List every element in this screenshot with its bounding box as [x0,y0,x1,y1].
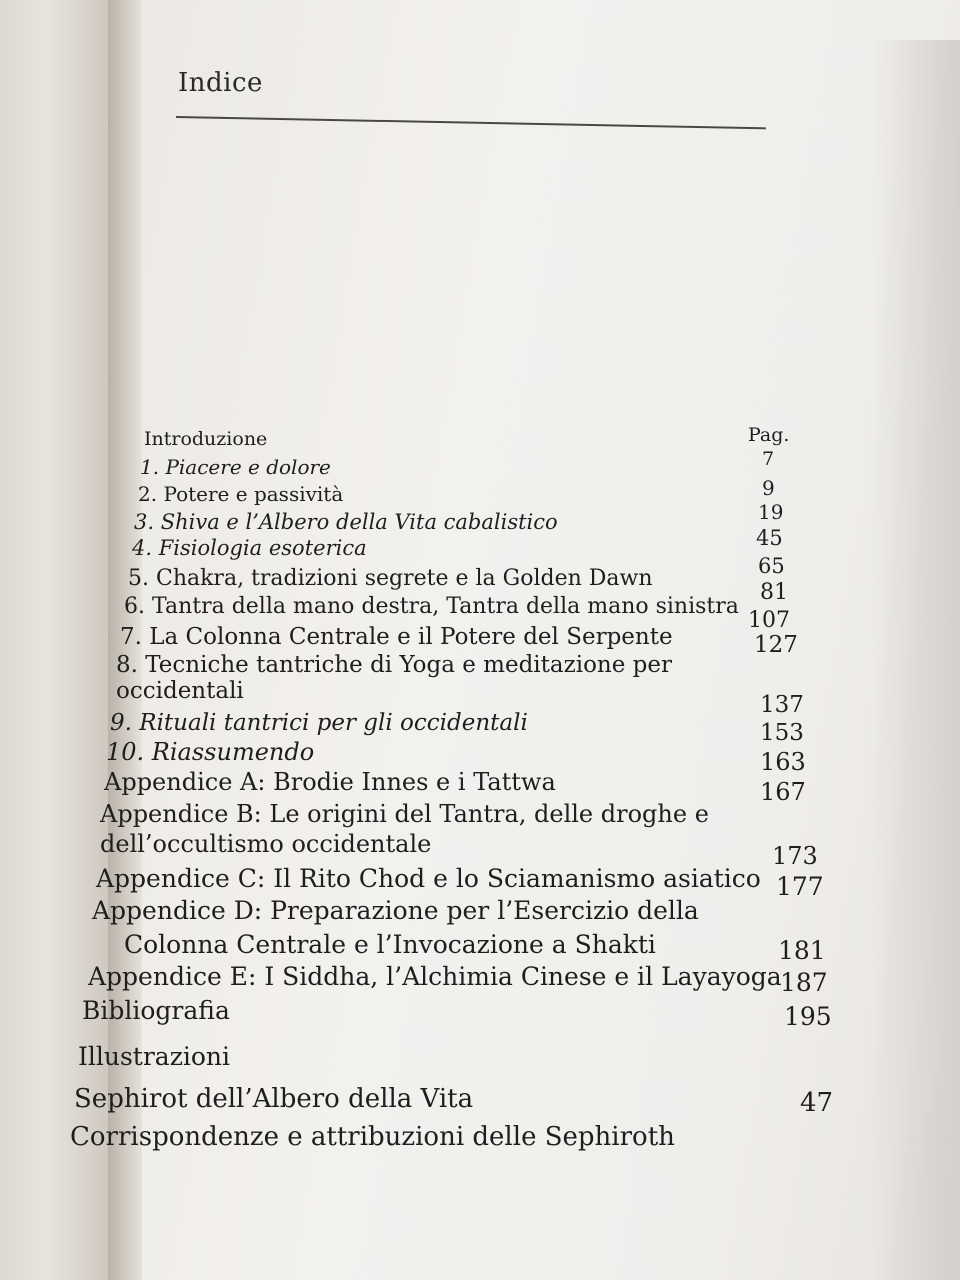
toc-entry-page-number: 9 [762,476,775,500]
toc-entry-page-number: 137 [760,692,804,718]
toc-entry-title: 9. Rituali tantrici per gli occidentali [110,710,528,736]
page-title: Indice [178,68,263,98]
toc-entry-page-number: 81 [760,580,788,605]
toc-entry-title: 10. Riassumendo [106,738,315,766]
toc-entry-page-number: 107 [748,608,790,633]
toc-entry-title: 6. Tantra della mano destra, Tantra della mano sinistra [124,594,739,619]
toc-entry-page-number: 187 [780,968,828,997]
toc-entry-title: Appendice A: Brodie Innes e i Tattwa [104,768,556,796]
toc-entry-title: Appendice C: Il Rito Chod e lo Sciamanismo asiatico [96,864,761,893]
illustration-entry-page-number: 47 [800,1088,834,1118]
toc-entry-title: Colonna Centrale e l’Invocazione a Shakti [124,930,656,959]
toc-entry-title: Appendice B: Le origini del Tantra, delle droghe e [100,800,709,828]
toc-entry-title: 1. Piacere e dolore [140,455,331,479]
toc-entry-page-number: 173 [772,842,818,870]
page-right-shadow [870,40,960,1280]
toc-entry-title: 5. Chakra, tradizioni segrete e la Golden Dawn [128,566,653,591]
toc-entry-page-number: 163 [760,748,806,776]
toc-entry-title: 8. Tecniche tantriche di Yoga e meditazione per [116,652,672,678]
toc-entry-title: Bibliografia [82,996,230,1025]
toc-entry-page-number: 181 [778,936,826,965]
illustration-entry-title: Corrispondenze e attribuzioni delle Sephiroth [70,1122,675,1152]
page-column-label: Pag. [748,424,790,446]
toc-entry-page-number: 167 [760,778,806,806]
illustrations-heading: Illustrazioni [78,1042,231,1071]
toc-entry-page-number: 7 [762,448,775,470]
illustration-entry-title: Sephirot dell’Albero della Vita [74,1084,474,1114]
toc-entry-page-number: 177 [776,872,824,901]
toc-entry-page-number: 45 [756,526,783,550]
toc-entry-title: Appendice E: I Siddha, l’Alchimia Cinese e il Layayoga [88,962,782,991]
toc-entry-title: Introduzione [144,428,268,450]
toc-entry-page-number: 153 [760,720,804,746]
toc-entry-title: 2. Potere e passività [138,482,344,506]
toc-entry-title: occidentali [116,678,244,704]
toc-entry-title: 3. Shiva e l’Albero della Vita cabalistico [134,510,558,534]
toc-entry-title: 4. Fisiologia esoterica [132,536,367,560]
toc-entry-page-number: 19 [758,500,784,524]
toc-entry-page-number: 127 [754,632,798,658]
toc-entry-title: Appendice D: Preparazione per l’Esercizio della [92,896,699,925]
toc-entry-page-number: 65 [758,554,785,578]
toc-entry-page-number: 195 [784,1002,832,1031]
toc-entry-title: dell’occultismo occidentale [100,830,432,858]
toc-entry-title: 7. La Colonna Centrale e il Potere del Serpente [120,624,673,650]
